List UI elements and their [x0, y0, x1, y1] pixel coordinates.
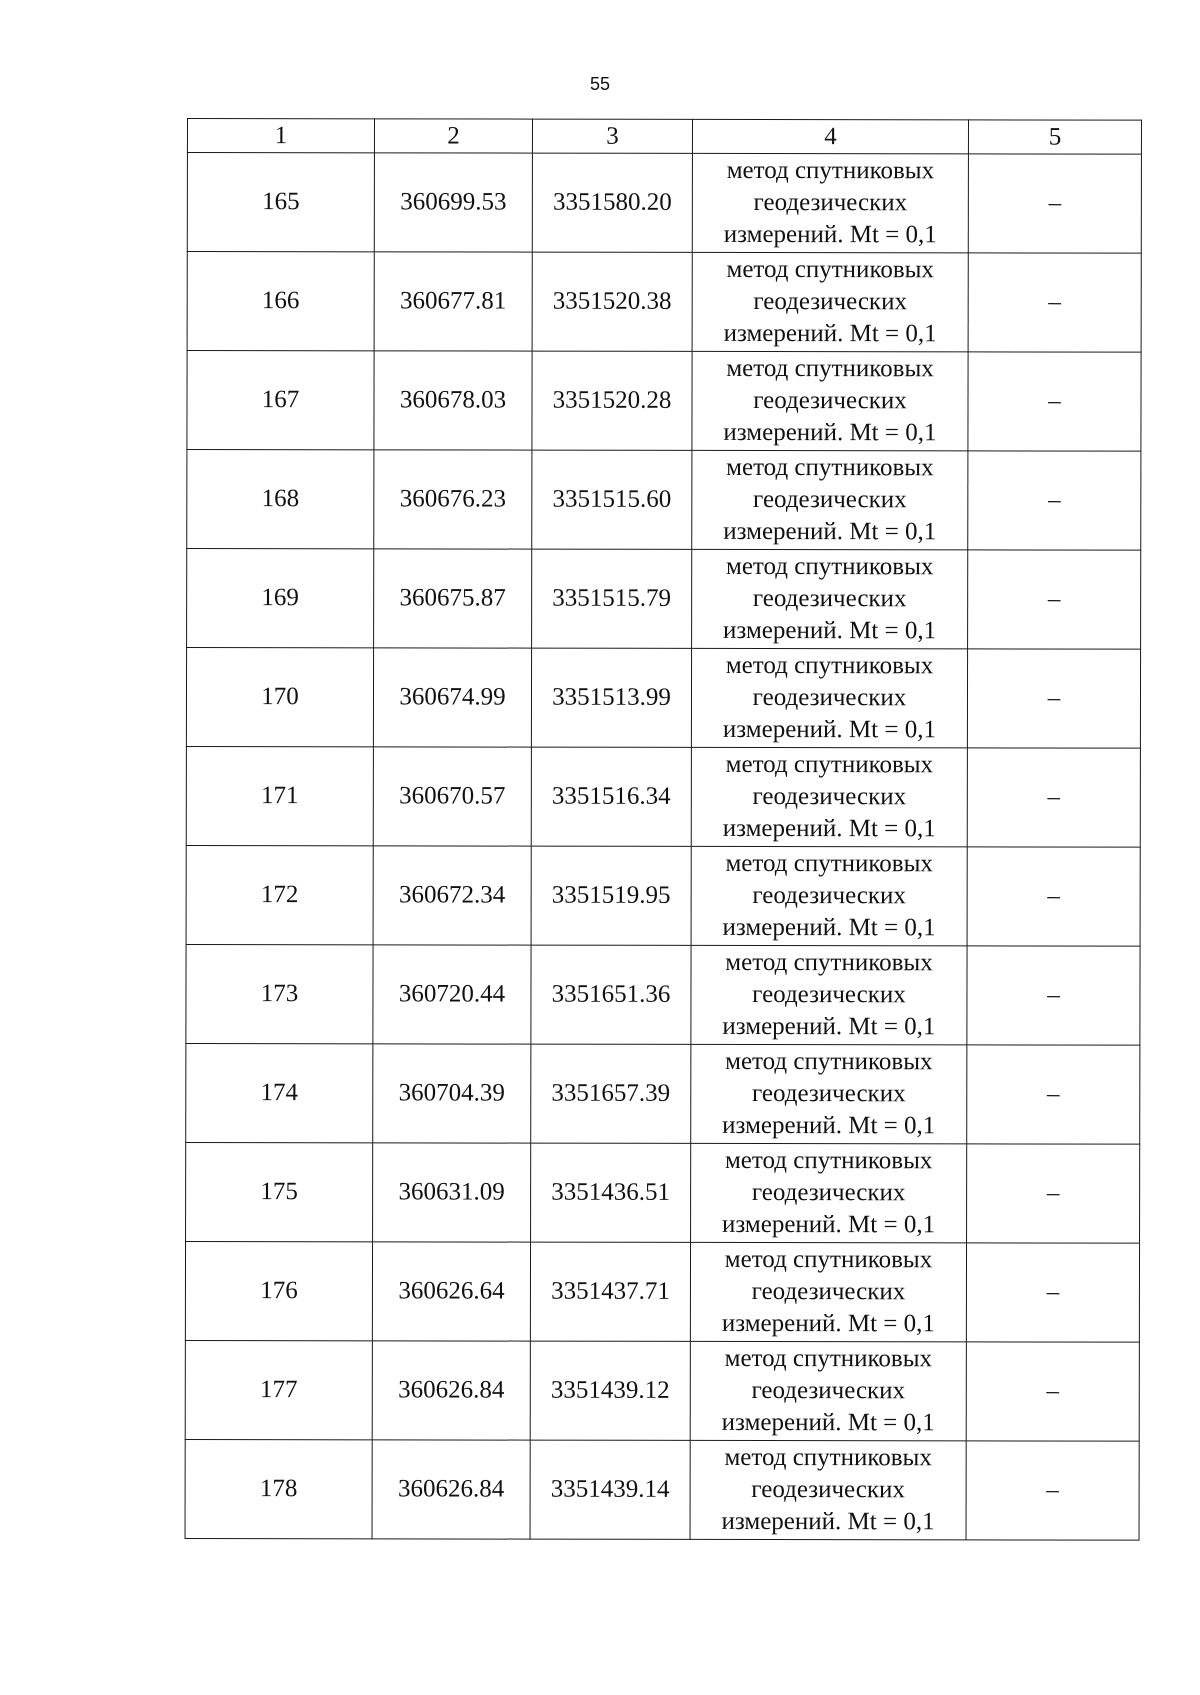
note-cell: –	[968, 154, 1141, 253]
coordinates-table	[185, 118, 1142, 1541]
page-number: 55	[589, 74, 611, 94]
point-number-cell: 171	[186, 746, 373, 845]
point-number-cell: 170	[186, 648, 373, 747]
method-line: метод спутниковых	[726, 156, 935, 185]
table-body	[185, 153, 1141, 1541]
method-line: геодезических	[752, 881, 906, 910]
point-number-cell: 169	[187, 549, 374, 648]
y-coordinate-cell: 3351439.14	[530, 1440, 690, 1539]
method-line: измерений. Mt = 0,1	[722, 1012, 936, 1041]
table-row	[186, 648, 1140, 749]
note-cell: –	[967, 649, 1140, 748]
method-line: метод спутниковых	[725, 651, 934, 680]
table-row	[186, 1043, 1140, 1144]
table-row	[186, 944, 1140, 1045]
x-coordinate-cell: 360675.87	[374, 549, 532, 648]
method-line: геодезических	[751, 1178, 906, 1207]
point-number-cell: 166	[187, 252, 374, 351]
method-line: измерений. Mt = 0,1	[721, 1408, 935, 1437]
point-number-cell: 176	[185, 1241, 372, 1340]
note-cell: –	[966, 1243, 1139, 1342]
y-coordinate-cell: 3351515.79	[532, 549, 692, 648]
y-coordinate-cell: 3351657.39	[531, 1044, 691, 1143]
note-cell: –	[968, 451, 1141, 550]
note-cell: –	[967, 847, 1140, 946]
table-row	[185, 1340, 1139, 1441]
method-line: геодезических	[752, 683, 907, 712]
method-line: метод спутниковых	[726, 354, 934, 383]
method-cell	[691, 648, 967, 747]
method-line: метод спутниковых	[726, 255, 934, 284]
table-row	[185, 1241, 1139, 1342]
point-number-cell: 172	[186, 845, 373, 944]
x-coordinate-cell: 360626.84	[372, 1341, 530, 1440]
method-line: измерений. Mt = 0,1	[721, 1507, 935, 1536]
method-line: измерений. Mt = 0,1	[723, 616, 937, 645]
method-cell	[690, 1440, 966, 1539]
table-row	[186, 746, 1140, 847]
note-cell: –	[968, 550, 1141, 649]
point-number-cell: 175	[186, 1142, 373, 1241]
method-line: метод спутниковых	[725, 552, 934, 581]
method-cell	[690, 1341, 966, 1440]
header-cell-1: 1	[187, 119, 374, 153]
method-cell	[691, 1143, 967, 1242]
method-line: метод спутниковых	[724, 1443, 932, 1472]
point-number-cell: 173	[186, 944, 373, 1043]
method-line: геодезических	[752, 980, 906, 1009]
header-cell-3: 3	[532, 119, 692, 153]
table-row	[186, 1142, 1140, 1243]
method-line: измерений. Mt = 0,1	[721, 1210, 936, 1239]
x-coordinate-cell: 360720.44	[373, 945, 531, 1044]
method-line: метод спутниковых	[724, 1146, 933, 1175]
method-cell	[690, 1242, 966, 1341]
table-row	[187, 549, 1141, 650]
method-line: геодезических	[753, 386, 907, 415]
method-line: метод спутниковых	[725, 1047, 933, 1076]
x-coordinate-cell: 360704.39	[373, 1044, 531, 1143]
method-line: геодезических	[751, 1277, 906, 1306]
y-coordinate-cell: 3351516.34	[531, 747, 691, 846]
header-cell-2: 2	[374, 119, 532, 153]
point-number-cell: 168	[187, 450, 374, 549]
x-coordinate-cell: 360672.34	[373, 846, 531, 945]
x-coordinate-cell: 360677.81	[374, 252, 532, 351]
y-coordinate-cell: 3351520.28	[532, 351, 692, 450]
x-coordinate-cell: 360631.09	[373, 1143, 531, 1242]
method-line: геодезических	[751, 1079, 906, 1108]
method-line: геодезических	[752, 782, 907, 811]
method-cell	[692, 252, 968, 351]
table-row	[187, 351, 1141, 452]
x-coordinate-cell: 360699.53	[374, 153, 532, 252]
method-line: метод спутниковых	[724, 1344, 933, 1373]
method-line: геодезических	[753, 287, 908, 316]
method-line: измерений. Mt = 0,1	[722, 913, 936, 942]
method-line: метод спутниковых	[726, 453, 934, 482]
method-line: измерений. Mt = 0,1	[723, 220, 937, 249]
x-coordinate-cell: 360670.57	[373, 747, 531, 846]
coordinates-table-container	[185, 118, 1142, 1541]
method-cell	[692, 450, 968, 549]
y-coordinate-cell: 3351651.36	[531, 945, 691, 1044]
method-line: измерений. Mt = 0,1	[722, 814, 936, 843]
method-cell	[692, 549, 968, 648]
method-line: измерений. Mt = 0,1	[722, 1111, 936, 1140]
method-line: геодезических	[752, 584, 907, 613]
table-row	[187, 450, 1141, 551]
method-line: измерений. Mt = 0,1	[722, 715, 936, 744]
x-coordinate-cell: 360676.23	[374, 450, 532, 549]
y-coordinate-cell: 3351513.99	[531, 648, 691, 747]
header-cell-4: 4	[692, 119, 968, 153]
note-cell: –	[967, 1045, 1140, 1144]
note-cell: –	[966, 1441, 1139, 1540]
x-coordinate-cell: 360678.03	[374, 351, 532, 450]
note-cell: –	[966, 1342, 1139, 1441]
method-line: метод спутниковых	[725, 750, 934, 779]
x-coordinate-cell: 360674.99	[373, 648, 531, 747]
method-cell	[691, 945, 967, 1044]
method-line: метод спутниковых	[725, 948, 933, 977]
note-cell: –	[968, 253, 1141, 352]
table-header	[187, 119, 1141, 155]
point-number-cell: 174	[186, 1043, 373, 1142]
y-coordinate-cell: 3351439.12	[530, 1341, 690, 1440]
table-row	[187, 153, 1141, 254]
method-line: измерений. Mt = 0,1	[723, 517, 937, 546]
method-line: геодезических	[753, 485, 907, 514]
method-cell	[691, 846, 967, 945]
method-cell	[692, 351, 968, 450]
table-row	[186, 845, 1140, 946]
y-coordinate-cell: 3351520.38	[532, 252, 692, 351]
y-coordinate-cell: 3351519.95	[531, 846, 691, 945]
note-cell: –	[968, 352, 1141, 451]
note-cell: –	[967, 1144, 1140, 1243]
point-number-cell: 178	[185, 1439, 372, 1538]
note-cell: –	[967, 946, 1140, 1045]
table-row	[185, 1439, 1139, 1540]
x-coordinate-cell: 360626.64	[372, 1242, 530, 1341]
method-line: геодезических	[751, 1376, 906, 1405]
method-line: геодезических	[751, 1475, 905, 1504]
table-row	[187, 252, 1141, 353]
method-line: метод спутниковых	[724, 1245, 933, 1274]
point-number-cell: 167	[187, 351, 374, 450]
method-line: измерений. Mt = 0,1	[721, 1309, 935, 1338]
method-cell	[692, 153, 968, 252]
method-line: измерений. Mt = 0,1	[723, 418, 937, 447]
note-cell: –	[967, 748, 1140, 847]
y-coordinate-cell: 3351580.20	[532, 153, 692, 252]
method-line: геодезических	[753, 188, 908, 217]
header-row	[187, 119, 1141, 155]
y-coordinate-cell: 3351436.51	[531, 1143, 691, 1242]
method-line: метод спутниковых	[725, 849, 933, 878]
y-coordinate-cell: 3351515.60	[532, 450, 692, 549]
method-line: измерений. Mt = 0,1	[723, 319, 937, 348]
method-cell	[691, 747, 967, 846]
point-number-cell: 177	[185, 1340, 372, 1439]
header-cell-5: 5	[968, 120, 1141, 154]
x-coordinate-cell: 360626.84	[372, 1440, 530, 1539]
method-cell	[691, 1044, 967, 1143]
point-number-cell: 165	[187, 153, 374, 252]
y-coordinate-cell: 3351437.71	[530, 1242, 690, 1341]
